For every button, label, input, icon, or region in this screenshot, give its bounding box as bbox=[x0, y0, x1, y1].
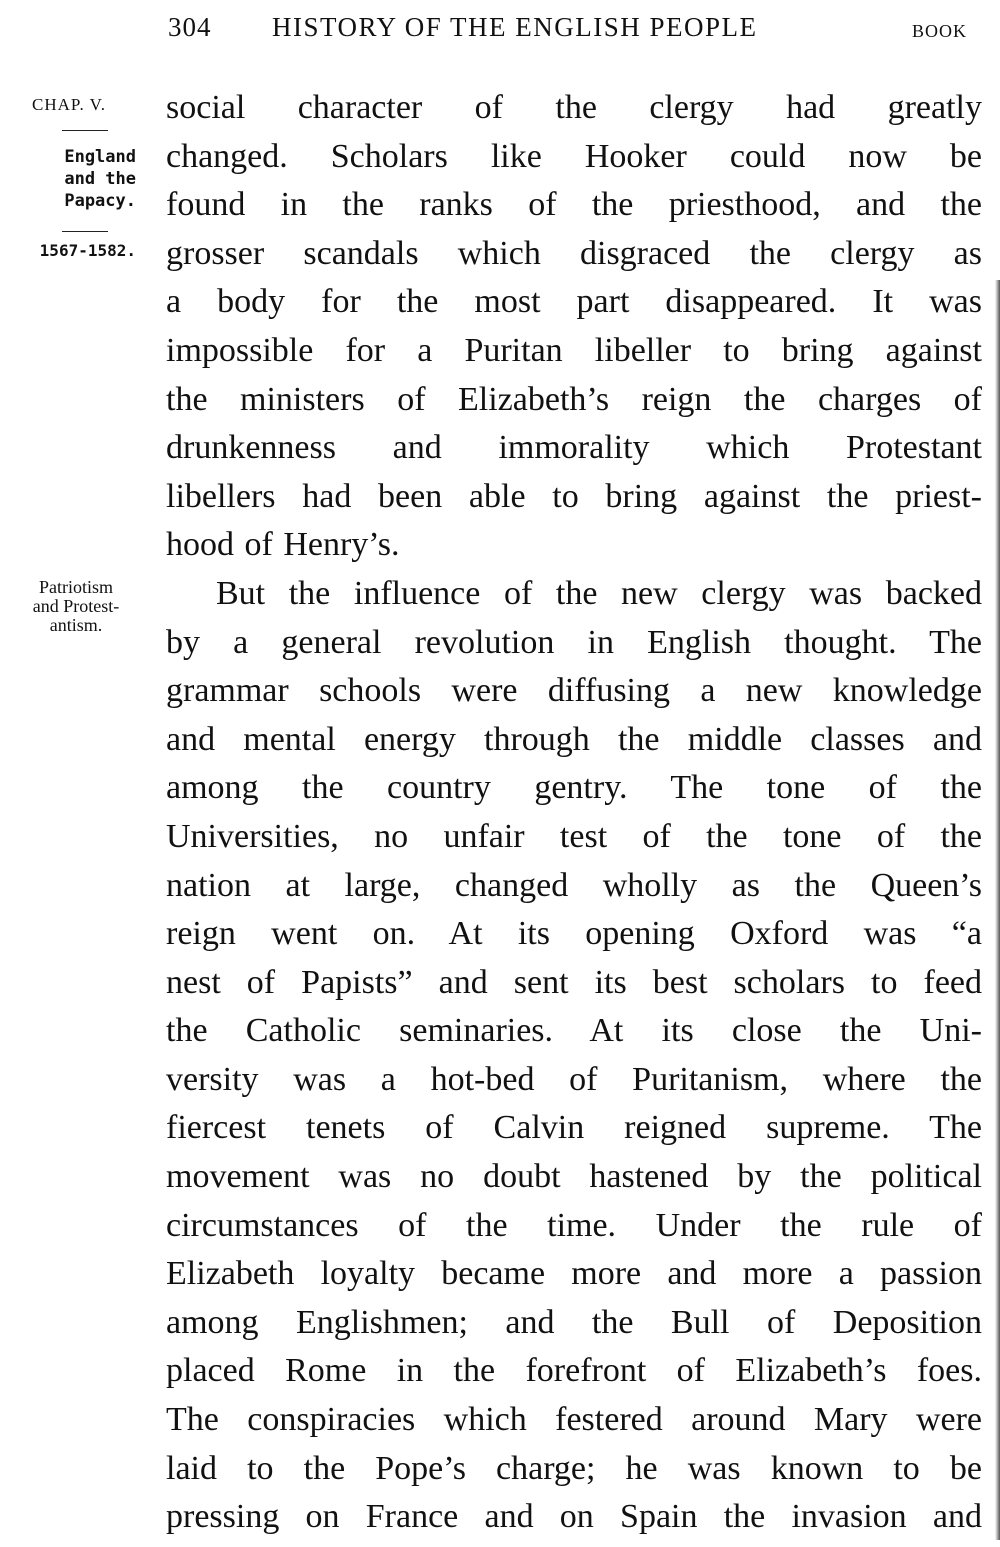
sidenote-line: England bbox=[64, 147, 136, 167]
margin-divider bbox=[62, 231, 108, 232]
running-header bbox=[0, 12, 1000, 52]
text-line: Universities, no unfair test of the tone of the bbox=[166, 817, 982, 855]
text-line: and mental energy through the middle classes and bbox=[166, 720, 982, 758]
text-line: impossible for a Puritan libeller to bring against bbox=[166, 331, 982, 369]
text-line: changed. Scholars like Hooker could now be bbox=[166, 137, 982, 175]
text-line: grammar schools were diffusing a new knowledge bbox=[166, 672, 982, 710]
text-line: the ministers of Elizabeth’s reign the charges of bbox=[166, 380, 982, 418]
running-title: HISTORY OF THE ENGLISH PEOPLE bbox=[272, 12, 758, 42]
text-line: found in the ranks of the priesthood, and the bbox=[166, 186, 982, 224]
text-line: fiercest tenets of Calvin reigned supreme. The bbox=[166, 1109, 982, 1147]
text-line: a body for the most part disappeared. It was bbox=[166, 283, 982, 321]
book-label: BOOK bbox=[912, 21, 968, 41]
text-line: drunkenness and immorality which Protestant bbox=[166, 429, 982, 467]
sidenote-patriotism bbox=[6, 578, 146, 635]
text-line: nation at large, changed wholly as the Queen’s bbox=[166, 866, 982, 904]
text-line: among the country gentry. The tone of the bbox=[166, 769, 982, 807]
sidenote-england-papacy bbox=[20, 146, 136, 212]
text-line: placed Rome in the forefront of Elizabeth’s foes. bbox=[166, 1352, 982, 1390]
sidenote-line: Patriotism bbox=[38, 577, 113, 597]
text-line: movement was no doubt hastened by the political bbox=[166, 1158, 982, 1196]
text-line: The conspiracies which festered around Mary were bbox=[166, 1401, 982, 1439]
text-line: pressing on France and on Spain the invasion and bbox=[166, 1498, 982, 1536]
sidenote-line: Papacy. bbox=[64, 191, 136, 211]
text-line: circumstances of the time. Under the rule of bbox=[166, 1206, 982, 1244]
body-text bbox=[166, 84, 982, 1542]
sidenote-line: antism. bbox=[49, 615, 103, 635]
text-line: libellers had been able to bring against the priest- bbox=[166, 477, 982, 515]
text-line: hood of Henry’s. bbox=[166, 526, 400, 564]
text-line: among Englishmen; and the Bull of Deposition bbox=[166, 1303, 982, 1341]
text-line: by a general revolution in English thought. The bbox=[166, 623, 982, 661]
sidenote-line: and the bbox=[64, 169, 136, 189]
text-line: social character of the clergy had greatly bbox=[166, 89, 982, 126]
text-line: the Catholic seminaries. At its close the Uni- bbox=[166, 1012, 982, 1050]
sidenote-years: 1567-1582. bbox=[39, 241, 136, 260]
text-line: Elizabeth loyalty became more and more a passion bbox=[166, 1255, 982, 1293]
text-line: grosser scandals which disgraced the clergy as bbox=[166, 234, 982, 272]
margin-divider bbox=[62, 130, 108, 131]
chapter-label: CHAP. V. bbox=[32, 95, 106, 114]
text-line: laid to the Pope’s charge; he was known to be bbox=[166, 1449, 982, 1487]
sidenote-line: and Protest- bbox=[32, 596, 120, 616]
page-edge-shadow bbox=[995, 280, 1000, 1540]
text-line: versity was a hot-bed of Puritanism, where the bbox=[166, 1060, 982, 1098]
text-line: But the influence of the new clergy was backed bbox=[216, 574, 982, 612]
text-line: reign went on. At its opening Oxford was “a bbox=[166, 915, 982, 953]
page-number: 304 bbox=[168, 12, 212, 42]
text-line: nest of Papists” and sent its best scholars to feed bbox=[166, 963, 982, 1001]
